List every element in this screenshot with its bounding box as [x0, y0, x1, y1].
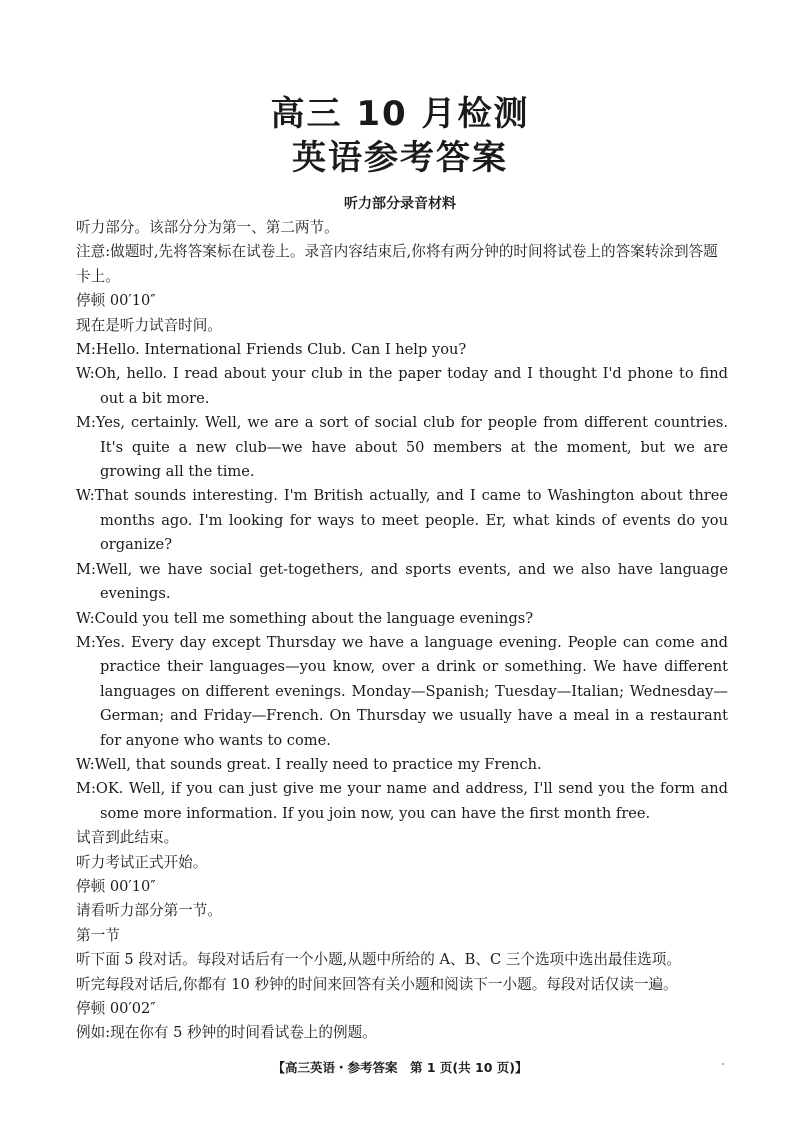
dialogue-line: W:Well, that sounds great. I really need to practice my French.	[76, 755, 542, 773]
instruction-line: 注意:做题时,先将答案标在试卷上。录音内容结束后,你将有两分钟的时间将试卷上的答案转涂到答题卡上。	[76, 243, 718, 285]
scan-dot	[722, 1063, 724, 1065]
pause-line: 停顿 00′10″	[76, 877, 156, 895]
dialogue-line: W:That sounds interesting. I'm British actually, and I came to Washington about three months ago. I'm looking for ways to meet people. Er, what kinds of events do you organize?	[76, 487, 728, 554]
instruction-line: 听完每段对话后,你都有 10 秒钟的时间来回答有关小题和阅读下一小题。每段对话仅读一遍。	[76, 975, 678, 993]
page-title: 高三 10 月检测	[270, 94, 530, 134]
section-heading: 听力部分录音材料	[344, 196, 456, 212]
document-body	[76, 216, 728, 1046]
dialogue-line: M:Yes. Every day except Thursday we have a language evening. People can come and practice their languages—you know, over a drink or something. We have different languages on different evenings. Monday—Spanish; Tuesday—Italian; Wednesday—German; and Friday—French. On Thursday we usually have a meal in a restaurant for anyone who wants to come.	[76, 633, 728, 749]
section-label: 第一节	[76, 926, 120, 944]
instruction-line: 例如:现在你有 5 秒钟的时间看试卷上的例题。	[76, 1024, 377, 1042]
instruction-line: 听力考试正式开始。	[76, 853, 208, 871]
instruction-line: 请看听力部分第一节。	[76, 902, 222, 920]
dialogue-line: M:OK. Well, if you can just give me your name and address, I'll send you the form and some more information. If you join now, you can have the first month free.	[76, 780, 728, 822]
dialogue-line: W:Oh, hello. I read about your club in the paper today and I thought I'd phone to find out a bit more.	[76, 365, 728, 407]
dialogue-line: W:Could you tell me something about the language evenings?	[76, 609, 534, 627]
instruction-line: 听下面 5 段对话。每段对话后有一个小题,从题中所给的 A、B、C 三个选项中选出最佳选项。	[76, 951, 681, 969]
page-footer: 【高三英语・参考答案 第 1 页(共 10 页)】	[272, 1060, 528, 1075]
pause-line: 停顿 00′02″	[76, 1000, 156, 1017]
instruction-line: 现在是听力试音时间。	[76, 316, 222, 334]
dialogue-line: M:Well, we have social get-togethers, and sports events, and we also have language evenings.	[76, 560, 728, 603]
page-subtitle: 英语参考答案	[292, 138, 508, 178]
instruction-line: 试音到此结束。	[76, 829, 179, 847]
dialogue-line: M:Yes, certainly. Well, we are a sort of social club for people from different countries. It's quite a new club—we have about 50 members at the moment, but we are growing all the time.	[76, 414, 728, 481]
dialogue-line: M:Hello. International Friends Club. Can I help you?	[76, 341, 467, 359]
pause-line: 停顿 00′10″	[76, 292, 156, 310]
instruction-line: 听力部分。该部分分为第一、第二两节。	[76, 219, 339, 236]
